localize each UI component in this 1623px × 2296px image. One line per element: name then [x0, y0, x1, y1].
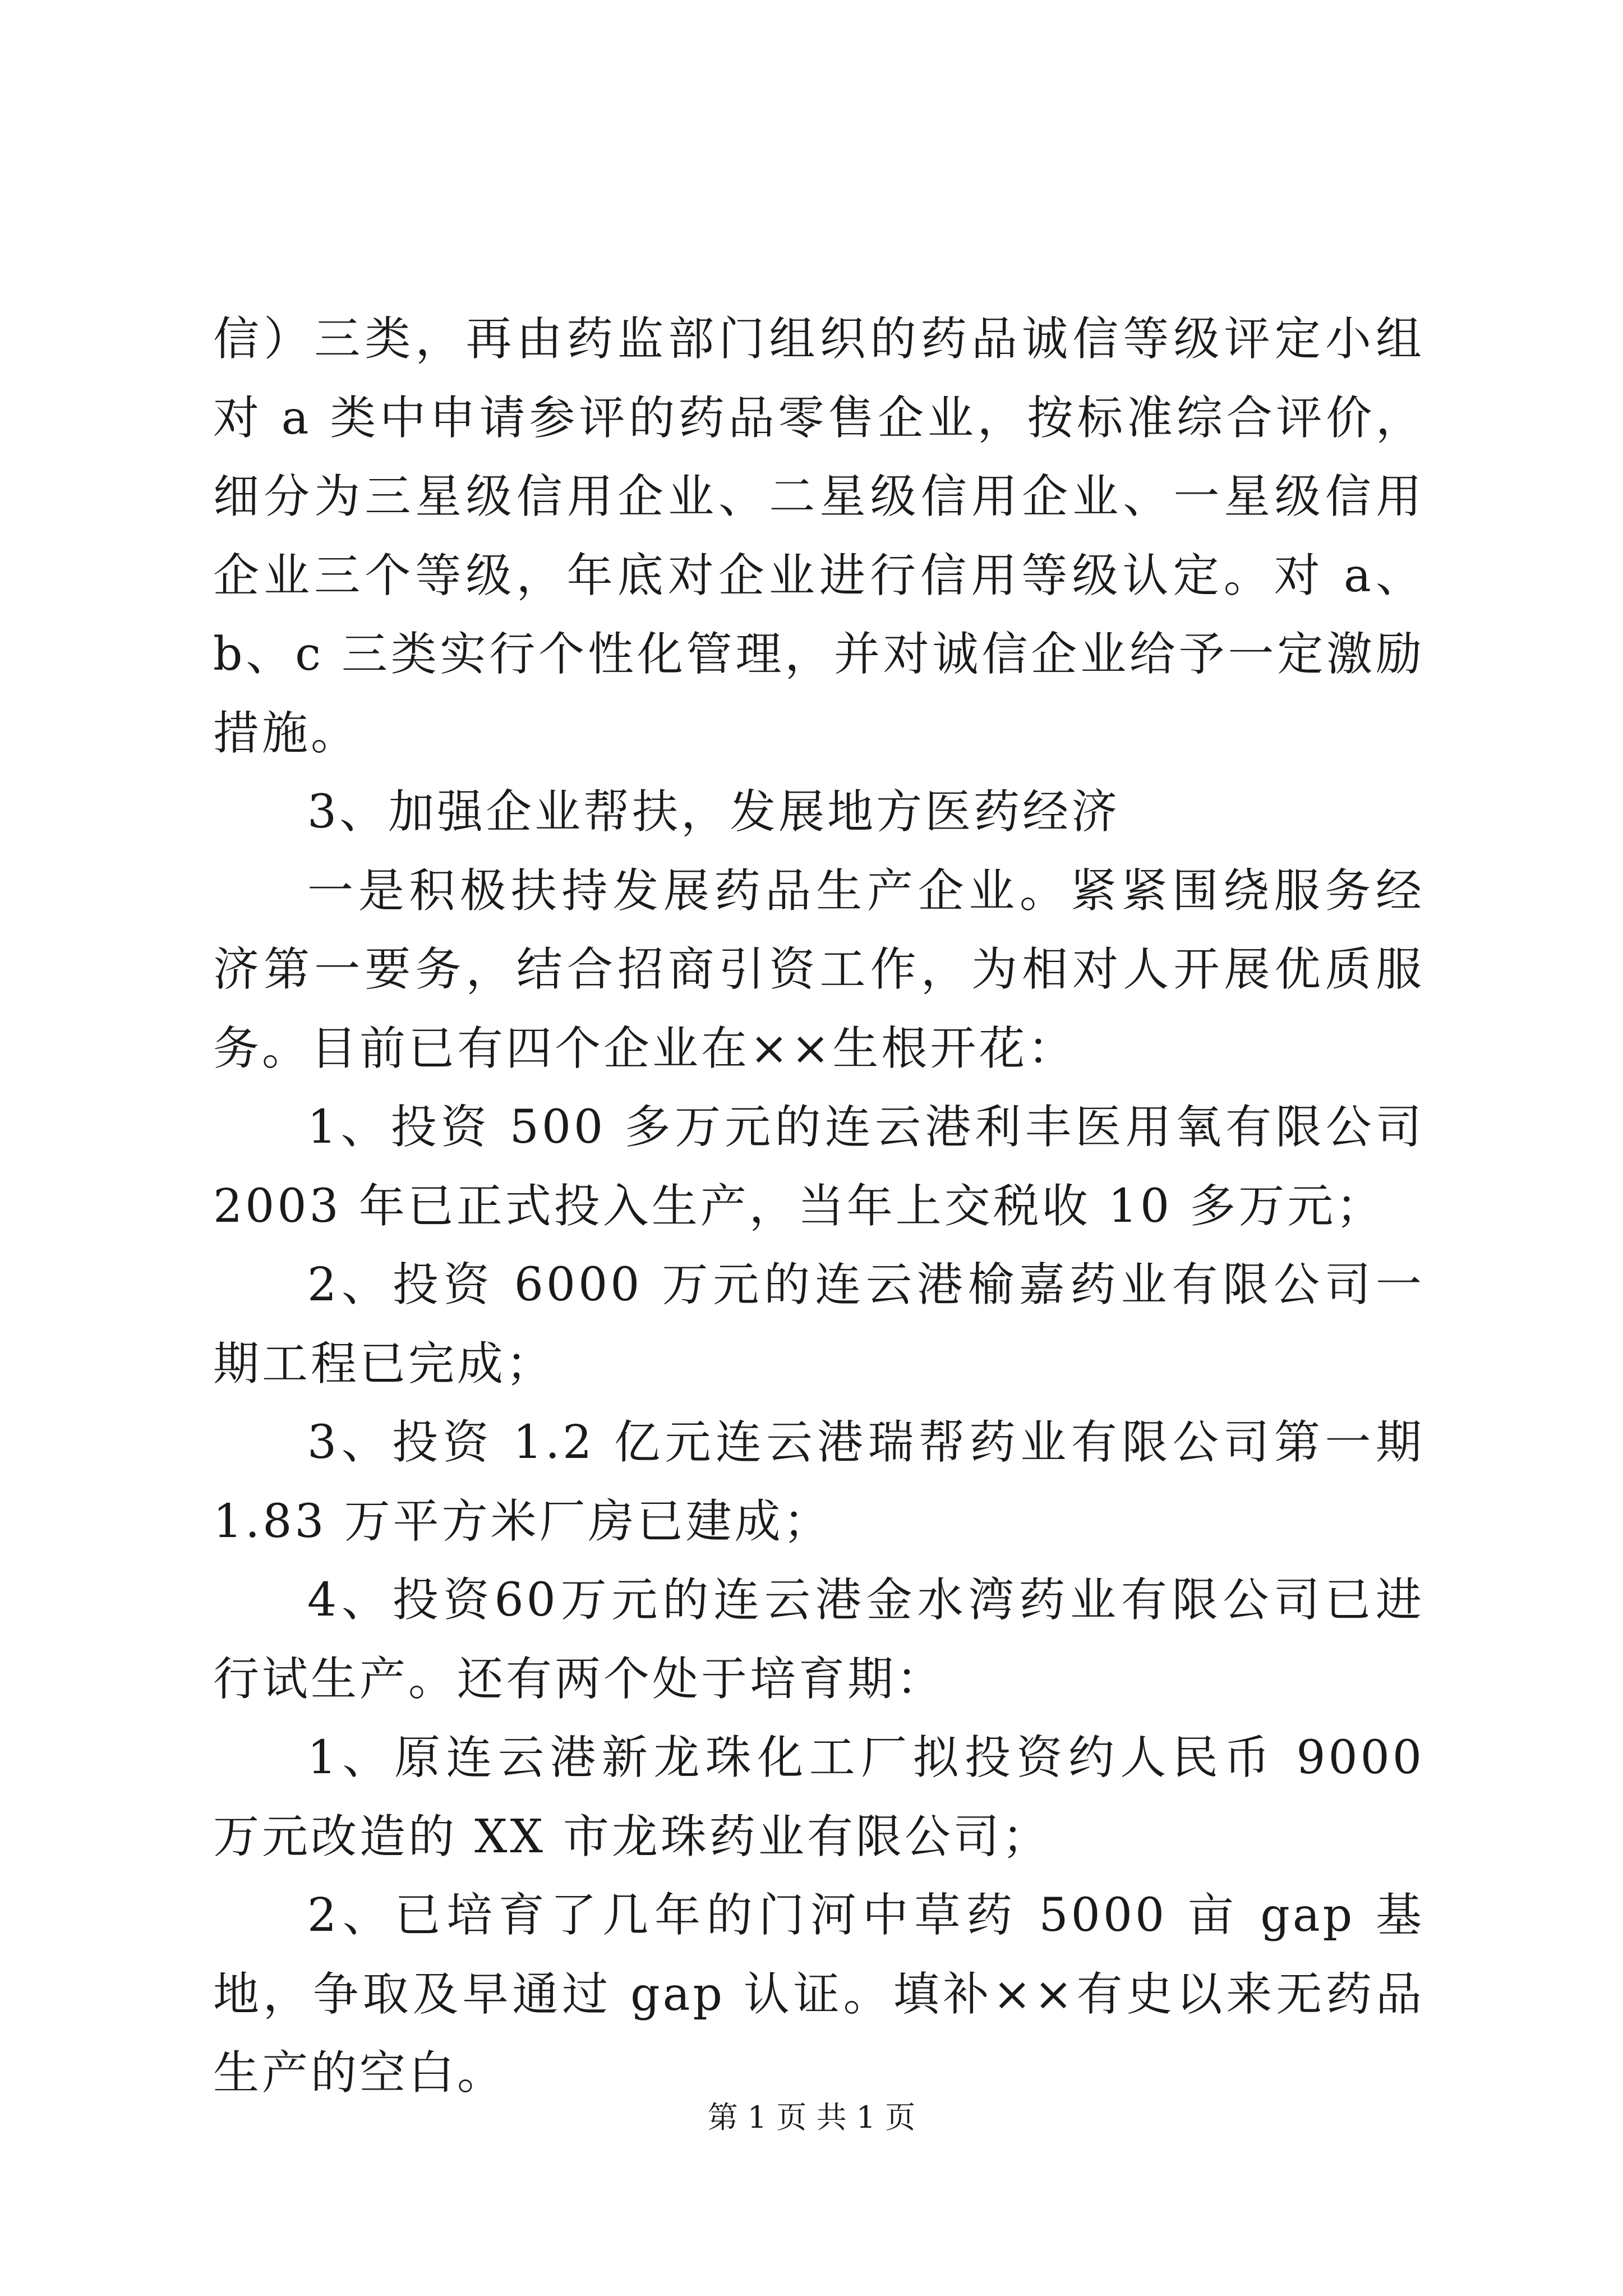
document-body	[213, 300, 1424, 2113]
section-heading: 3、加强企业帮扶，发展地方医药经济	[307, 785, 1121, 839]
paragraph-continuation: 信）三类，再由药监部门组织的药品诚信等级评定小组对 a 类中申请参评的药品零售企业，按标准综合评价，细分为三星级信用企业、二星级信用企业、一星级信用企业三个等级，年底对企业进行信用等级认定。对 a、b、c 三类实行个性化管理，并对诚信企业给予一定激励措施。	[213, 312, 1424, 760]
page-footer: 第 1 页 共 1 页	[707, 2100, 916, 2135]
list-item: 3、投资 1.2 亿元连云港瑞帮药业有限公司第一期 1.83 万平方米厂房已建成；	[213, 1416, 1424, 1548]
list-item: 2、已培育了几年的门河中草药 5000 亩 gap 基地，争取及早通过 gap 认证。填补××有史以来无药品生产的空白。	[213, 1889, 1424, 2100]
list-item: 1、原连云港新龙珠化工厂拟投资约人民币 9000 万元改造的 XX 市龙珠药业有限公司；	[213, 1731, 1424, 1864]
list-item: 2、投资 6000 万元的连云港榆嘉药业有限公司一期工程已完成；	[213, 1258, 1424, 1391]
paragraph-support-production: 一是积极扶持发展药品生产企业。紧紧围绕服务经济第一要务，结合招商引资工作，为相对人开展优质服务。目前已有四个企业在××生根开花：	[213, 864, 1424, 1075]
list-item: 1、投资 500 多万元的连云港利丰医用氧有限公司 2003 年已正式投入生产，当年上交税收 10 多万元；	[213, 1101, 1424, 1233]
list-item: 4、投资60万元的连云港金水湾药业有限公司已进行试生产。还有两个处于培育期：	[213, 1573, 1424, 1706]
